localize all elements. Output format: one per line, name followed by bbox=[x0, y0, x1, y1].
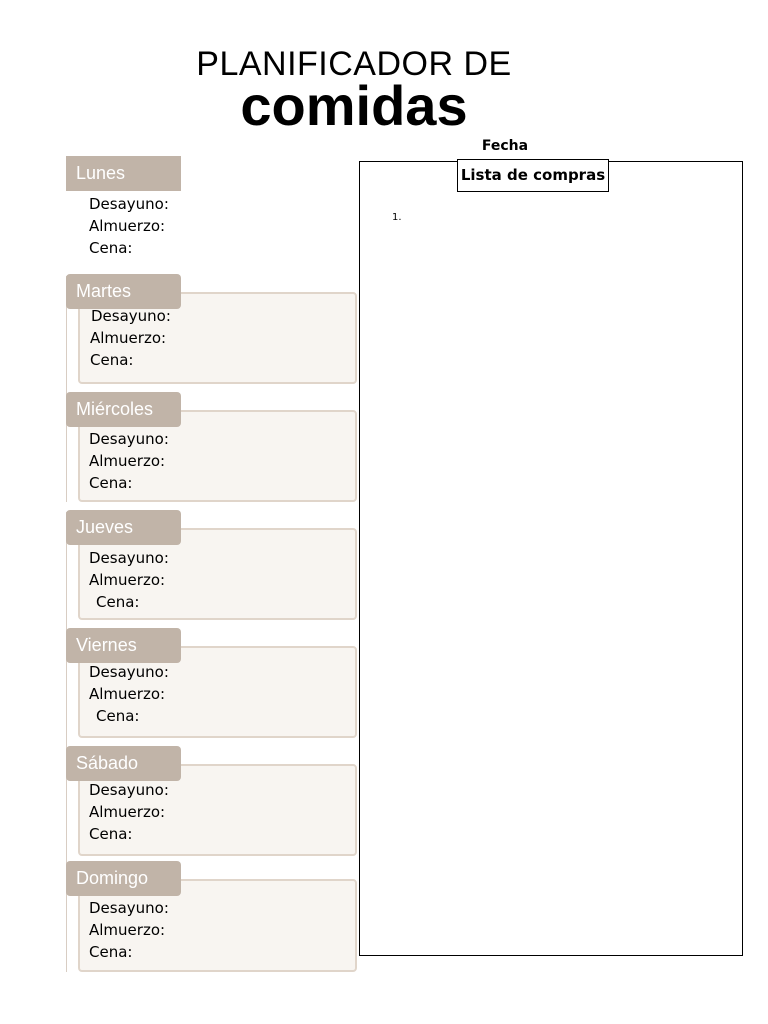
dinner-label: Cena: bbox=[89, 943, 133, 961]
page-title-line2: comidas bbox=[240, 74, 468, 137]
lunch-label: Almuerzo: bbox=[89, 452, 166, 470]
breakfast-label: Desayuno: bbox=[89, 430, 169, 448]
lunch-label: Almuerzo: bbox=[89, 803, 166, 821]
lunch-label: Almuerzo: bbox=[89, 217, 166, 235]
breakfast-label: Desayuno: bbox=[89, 663, 169, 681]
day-tab-sabado: Sábado bbox=[66, 746, 181, 781]
breakfast-label: Desayuno: bbox=[91, 307, 171, 325]
divider-line bbox=[66, 512, 67, 972]
breakfast-label: Desayuno: bbox=[89, 899, 169, 917]
page-title-line1: PLANIFICADOR DE bbox=[196, 45, 512, 83]
date-label: Fecha bbox=[481, 138, 529, 154]
lunch-label: Almuerzo: bbox=[89, 685, 166, 703]
dinner-label: Cena: bbox=[89, 239, 133, 257]
shopping-list-title: Lista de compras bbox=[457, 159, 609, 192]
day-tab-miercoles: Miércoles bbox=[66, 392, 181, 427]
day-tab-domingo: Domingo bbox=[66, 861, 181, 896]
lunch-label: Almuerzo: bbox=[89, 571, 166, 589]
breakfast-label: Desayuno: bbox=[89, 195, 169, 213]
dinner-label: Cena: bbox=[89, 474, 133, 492]
day-tab-jueves: Jueves bbox=[66, 510, 181, 545]
dinner-label: Cena: bbox=[90, 351, 134, 369]
breakfast-label: Desayuno: bbox=[89, 549, 169, 567]
shopping-list-item-1[interactable]: 1. bbox=[392, 212, 402, 223]
lunch-label: Almuerzo: bbox=[89, 921, 166, 939]
divider-line bbox=[66, 276, 67, 502]
breakfast-label: Desayuno: bbox=[89, 781, 169, 799]
dinner-label: Cena: bbox=[96, 593, 140, 611]
day-tab-lunes: Lunes bbox=[66, 156, 181, 191]
shopping-list-box[interactable] bbox=[359, 161, 743, 956]
day-tab-martes: Martes bbox=[66, 274, 181, 309]
dinner-label: Cena: bbox=[89, 825, 133, 843]
lunch-label: Almuerzo: bbox=[90, 329, 167, 347]
day-tab-viernes: Viernes bbox=[66, 628, 181, 663]
dinner-label: Cena: bbox=[96, 707, 140, 725]
